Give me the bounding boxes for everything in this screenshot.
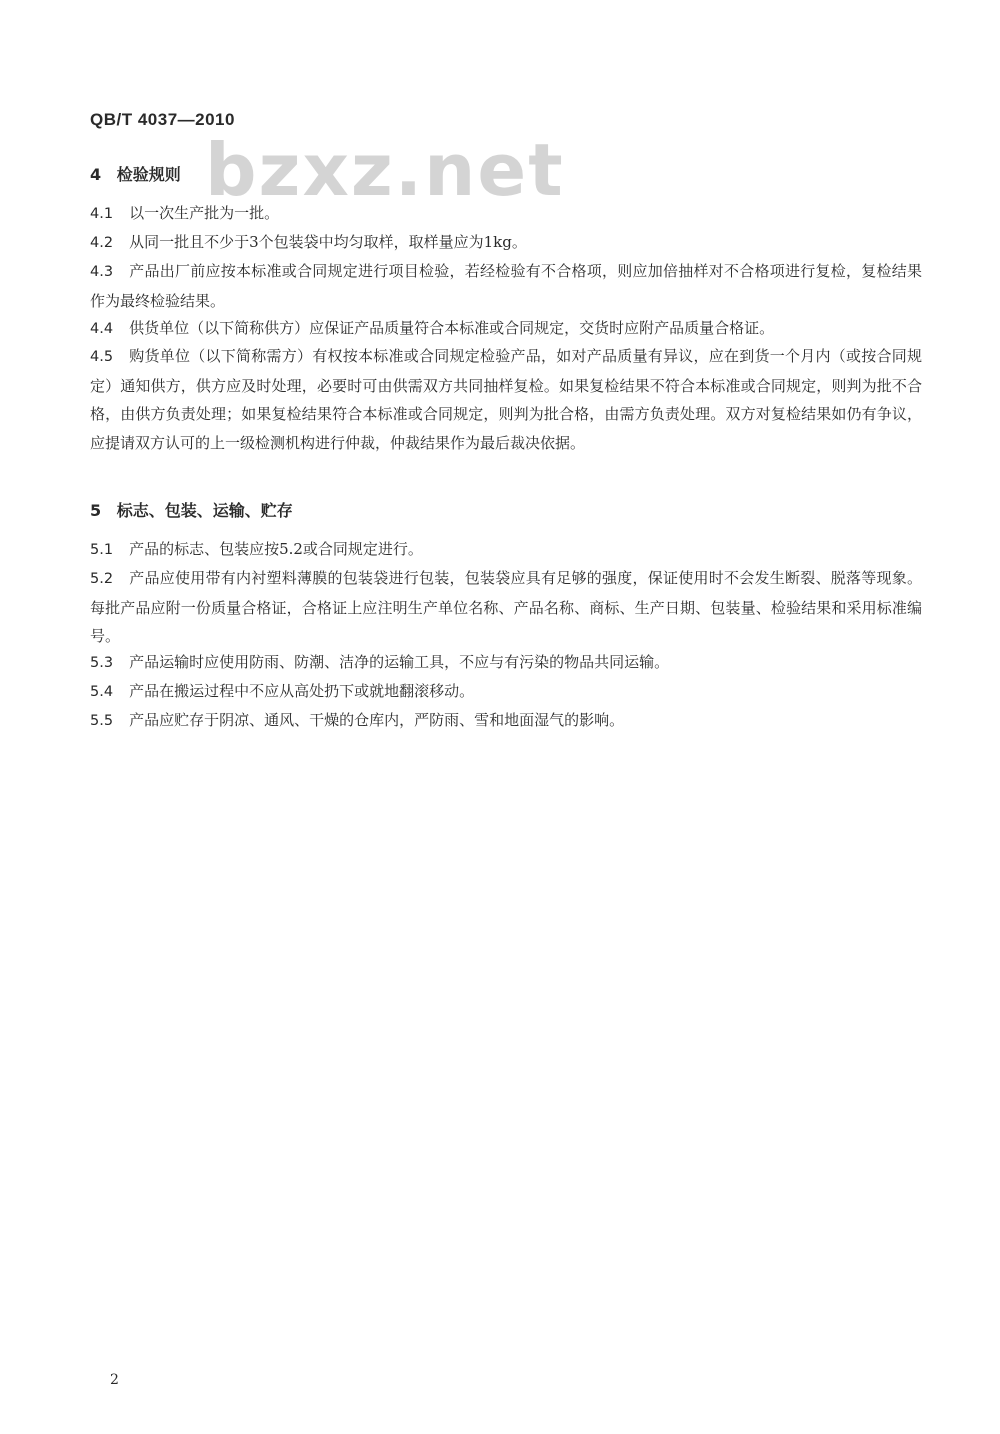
clause-4-1 — [90, 199, 922, 229]
section-heading-5: 5 标志、包装、运输、贮存 — [90, 501, 293, 520]
clause-number: 4.4 — [90, 321, 114, 337]
clause-5-4 — [90, 677, 922, 707]
clause-number: 4.3 — [90, 264, 114, 280]
section-heading-4: 4 检验规则 — [90, 165, 181, 184]
clause-number: 5.4 — [90, 684, 114, 700]
clause-4-2 — [90, 228, 922, 258]
clause-number: 4.5 — [90, 349, 114, 365]
clause-5-2 — [90, 564, 922, 651]
clause-text: 产品的标志、包装应按5.2或合同规定进行。 — [129, 540, 423, 558]
clause-text: 产品运输时应使用防雨、防潮、洁净的运输工具，不应与有污染的物品共同运输。 — [129, 653, 670, 671]
clause-text: 以一次生产批为一批。 — [129, 204, 280, 222]
clause-text: 购货单位（以下简称需方）有权按本标准或合同规定检验产品，如对产品质量有异议，应在到货一个月内（或按合同规定）通知供方，供方应及时处理，必要时可由供需双方共同抽样复检。如果复检结果不符合本标准或合同规定，则判为批不合格，由供方负责处理；如果复检结果符合本标准或合同规定，则判为批合格，由需方负责处理。双方对复检结果如仍有争议，应提请双方认可的上一级检测机构进行仲裁，仲裁结果作为最后裁决依据。 — [90, 347, 922, 452]
clause-number: 5.3 — [90, 655, 114, 671]
clause-text: 从同一批且不少于3个包装袋中均匀取样，取样量应为1kg。 — [129, 233, 527, 251]
clause-4-5 — [90, 342, 922, 457]
page-number: 2 — [110, 1372, 119, 1388]
standard-code: QB/T 4037—2010 — [90, 110, 235, 129]
clause-text: 产品应使用带有内衬塑料薄膜的包装袋进行包装，包装袋应具有足够的强度，保证使用时不会发生断裂、脱落等现象。每批产品应附一份质量合格证，合格证上应注明生产单位名称、产品名称、商标、生产日期、包装量、检验结果和采用标准编号。 — [90, 569, 922, 645]
clause-4-4 — [90, 314, 922, 344]
clause-5-1 — [90, 535, 922, 565]
clause-5-3 — [90, 648, 922, 678]
clause-number: 5.2 — [90, 571, 114, 587]
clause-number: 5.1 — [90, 542, 114, 558]
clause-text: 产品出厂前应按本标准或合同规定进行项目检验，若经检验有不合格项，则应加倍抽样对不合格项进行复检，复检结果作为最终检验结果。 — [90, 262, 922, 310]
clause-number: 4.2 — [90, 235, 114, 251]
clause-text: 产品应贮存于阴凉、通风、干燥的仓库内，严防雨、雪和地面湿气的影响。 — [129, 711, 625, 729]
clause-number: 4.1 — [90, 206, 114, 222]
clause-number: 5.5 — [90, 713, 114, 729]
clause-text: 供货单位（以下简称供方）应保证产品质量符合本标准或合同规定，交货时应附产品质量合格证。 — [129, 319, 775, 337]
clause-4-3 — [90, 257, 922, 315]
clause-5-5 — [90, 706, 922, 736]
watermark: bzxz.net — [205, 128, 565, 212]
clause-text: 产品在搬运过程中不应从高处扔下或就地翻滚移动。 — [129, 682, 475, 700]
